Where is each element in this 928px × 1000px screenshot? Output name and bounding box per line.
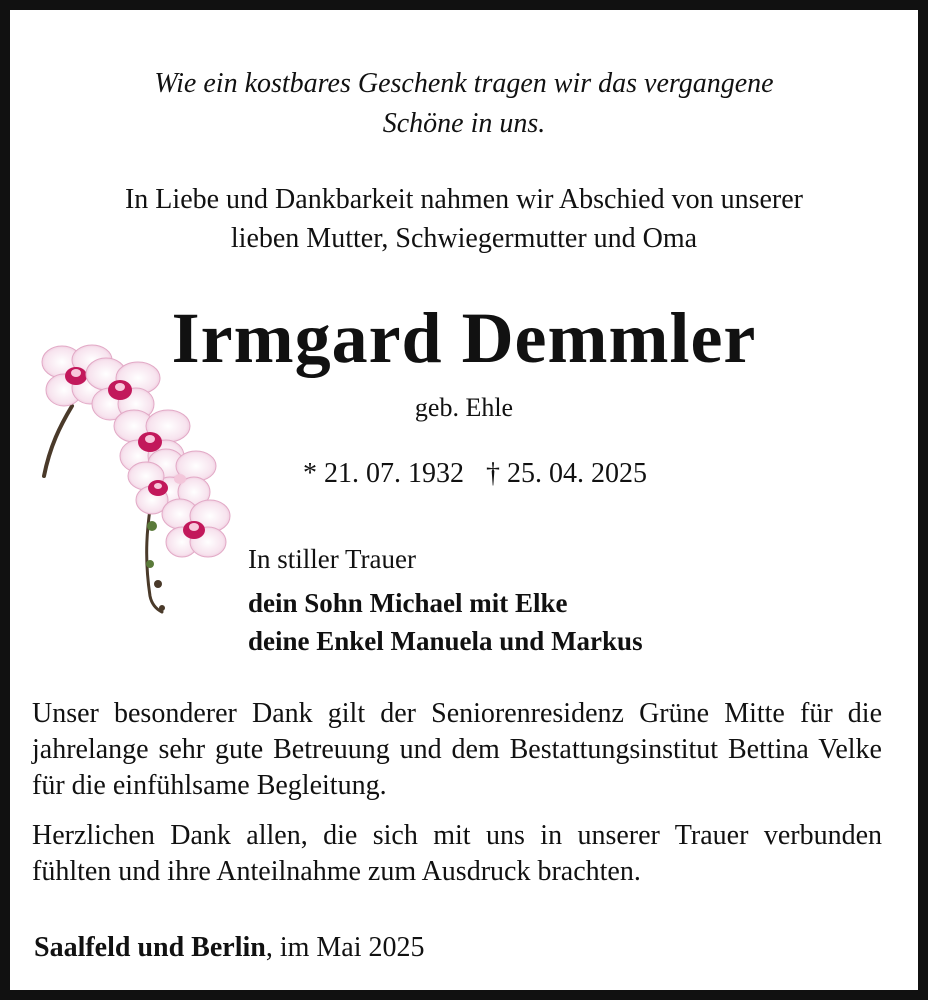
maiden-name: geb. Ehle — [414, 393, 514, 422]
closing-date: , im Mai 2025 — [265, 932, 425, 963]
mourners-block — [248, 540, 643, 660]
mourners-intro: In stiller Trauer — [248, 544, 416, 574]
death-date: † 25. 04. 2025 — [486, 458, 647, 489]
birth-date: * 21. 07. 1932 — [303, 458, 464, 489]
closing-place: Saalfeld und Berlin — [34, 932, 266, 963]
motto-line-1: Wie ein kostbares Geschenk tragen wir das vergangene — [154, 68, 774, 99]
closing-line — [34, 930, 425, 966]
thanks-paragraph-2: Herzlichen Dank allen, die sich mit uns in unserer Trauer verbunden fühlten und ihre Anteilnahme zum Ausdruck brachten. — [32, 820, 882, 887]
motto — [10, 64, 918, 144]
mourner-line-1: dein Sohn Michael mit Elke — [248, 588, 568, 618]
intro-line-1: In Liebe und Dankbarkeit nahmen wir Abschied von unserer — [124, 184, 803, 215]
thanks-paragraph-1: Unser besonderer Dank gilt der Seniorenresidenz Grüne Mitte für die jahrelange sehr gute Betreuung und dem Bestattungsinstitut Bettina Velke für die einfühlsame Begleitung. — [32, 698, 882, 801]
mourner-line-2: deine Enkel Manuela und Markus — [248, 626, 643, 656]
intro-line-2: lieben Mutter, Schwiegermutter und Oma — [230, 223, 698, 254]
life-dates — [10, 456, 918, 492]
deceased-name: Irmgard Demmler — [171, 298, 757, 378]
intro-text — [10, 180, 918, 258]
motto-line-2: Schöne in uns. — [382, 108, 546, 139]
